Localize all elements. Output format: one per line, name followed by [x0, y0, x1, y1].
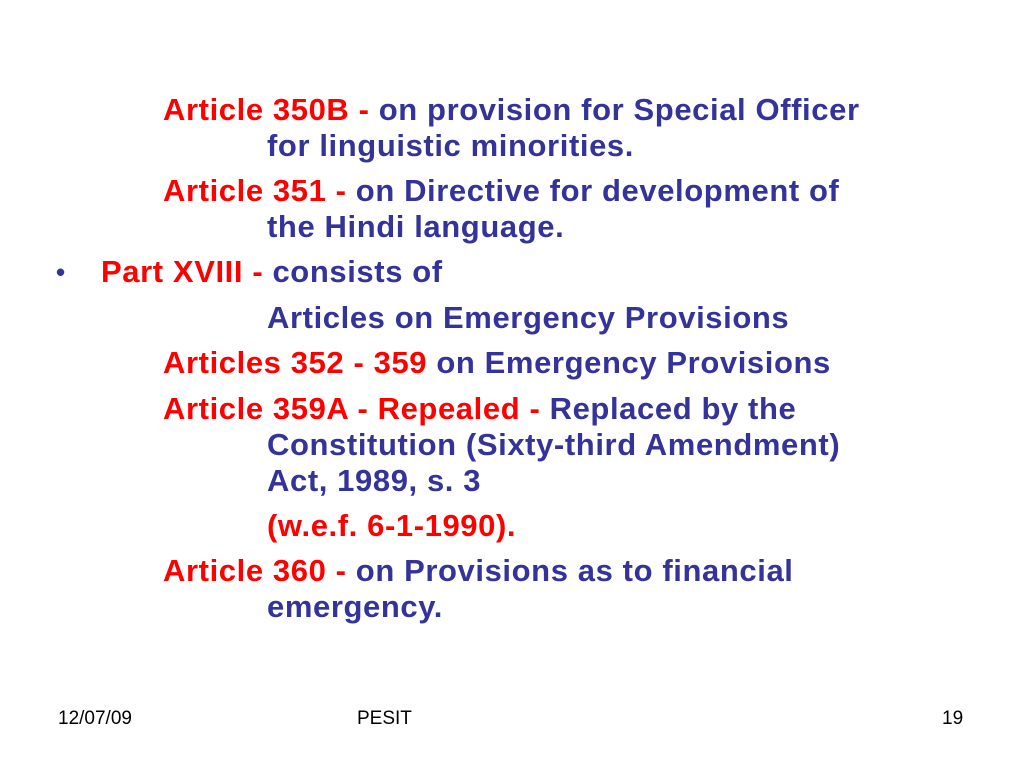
article-350b-description: on provision for Special Officer — [378, 92, 860, 127]
article-351-continuation: the Hindi language. — [267, 209, 565, 244]
article-359a-line — [163, 391, 796, 427]
articles-352-359-title: Articles 352 - 359 — [163, 345, 428, 380]
separator: - — [520, 391, 550, 426]
article-360-continuation: emergency. — [267, 589, 444, 624]
article-359a-description: Replaced by the — [549, 391, 797, 426]
article-359a-continuation-2: Act, 1989, s. 3 — [267, 463, 482, 498]
article-360-description: on Provisions as to financial — [355, 553, 794, 588]
separator: - — [349, 92, 379, 127]
article-350b-continuation: for linguistic minorities. — [267, 128, 634, 163]
article-360-line — [163, 553, 794, 589]
articles-352-359-line — [163, 345, 831, 381]
part-xviii-continuation: Articles on Emergency Provisions — [267, 300, 790, 335]
article-351-line — [163, 173, 839, 209]
article-359a-continuation-1: Constitution (Sixty-third Amendment) — [267, 427, 841, 462]
separator: - — [326, 173, 356, 208]
part-xviii-title: Part XVIII — [101, 254, 244, 289]
article-351-description: on Directive for development of — [355, 173, 840, 208]
article-350b-title: Article 350B — [163, 92, 350, 127]
part-xviii-line — [101, 254, 443, 290]
article-350b-line — [163, 92, 860, 128]
footer-center-text: PESIT — [357, 708, 412, 729]
footer-page-number: 19 — [942, 708, 964, 729]
article-360-title: Article 360 — [163, 553, 327, 588]
article-359a-title: Article 359A - Repealed — [163, 391, 521, 426]
article-351-title: Article 351 — [163, 173, 327, 208]
bullet-icon: • — [56, 257, 66, 287]
articles-352-359-description: on Emergency Provisions — [427, 345, 831, 380]
footer-date: 12/07/09 — [58, 708, 132, 729]
separator: - — [243, 254, 273, 289]
part-xviii-description: consists of — [272, 254, 443, 289]
article-359a-effective-date: (w.e.f. 6-1-1990). — [267, 508, 517, 543]
separator: - — [326, 553, 356, 588]
